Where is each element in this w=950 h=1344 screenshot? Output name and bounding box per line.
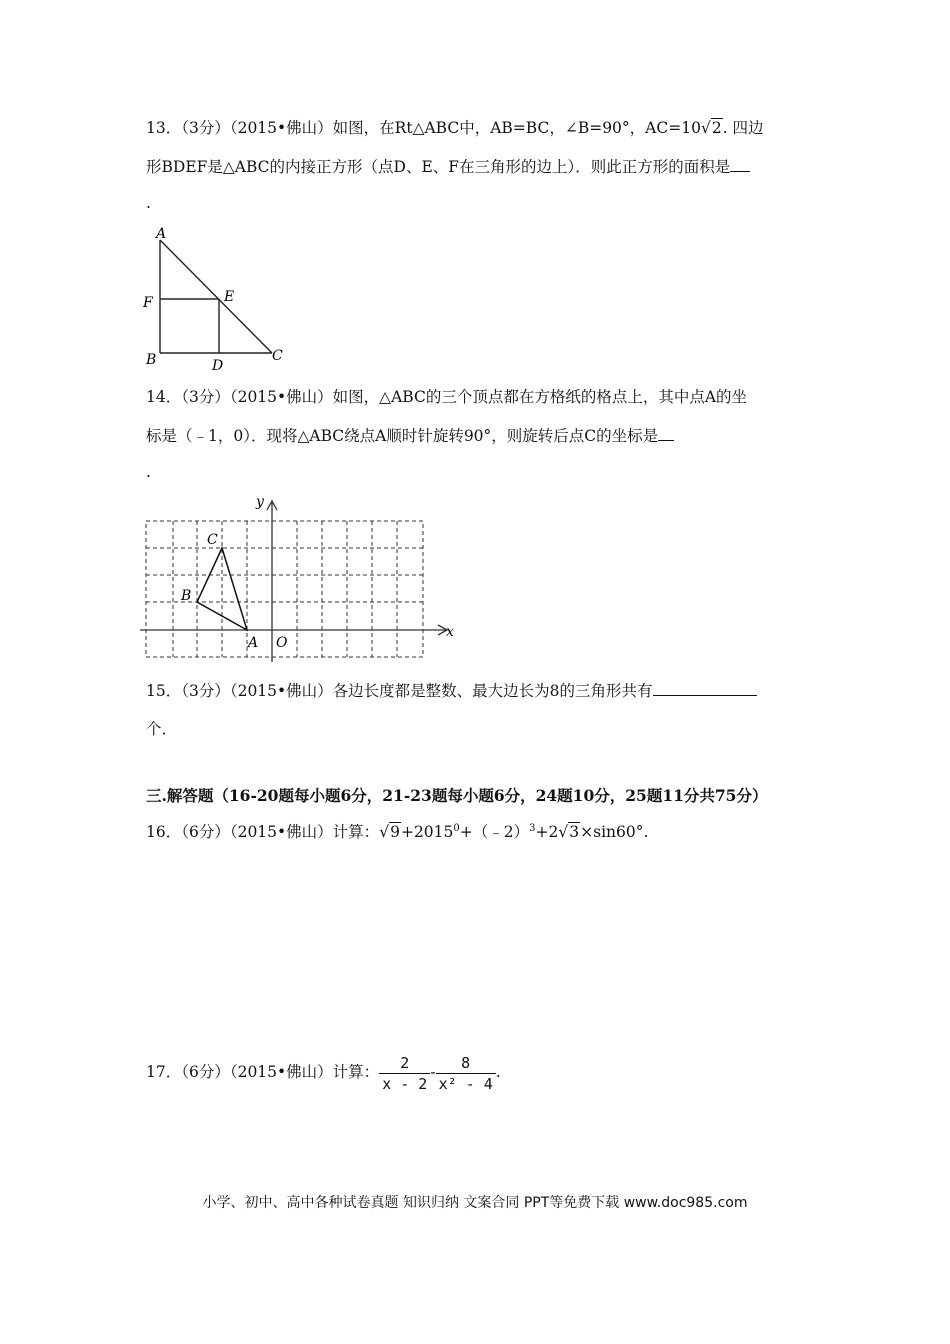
label-x: x xyxy=(446,624,454,640)
q17-line xyxy=(146,1050,501,1094)
q15-answer-blank[interactable] xyxy=(653,681,757,696)
q16-exp-3: 3 xyxy=(529,822,536,834)
q15-line2: 个． xyxy=(146,720,178,738)
label-e: E xyxy=(224,289,235,305)
label-c: C xyxy=(207,532,218,548)
q16-part2: +2015 xyxy=(400,823,454,841)
q16-radicand-1: 9 xyxy=(390,823,400,841)
sqrt-symbol: √9 xyxy=(379,823,400,841)
q16-radicand-2: 3 xyxy=(569,823,580,841)
q13-line1 xyxy=(146,118,764,138)
q17-frac1-num: 2 xyxy=(400,1053,410,1072)
label-y: y xyxy=(256,494,264,510)
q13-line1-text: 13．（3分）（2015•佛山）如图，在Rt△ABC中，AB=BC，∠B=90°，AC=10 xyxy=(146,119,701,137)
q17-fraction-1 xyxy=(379,1053,430,1094)
label-d: D xyxy=(212,358,224,372)
q14-answer-blank[interactable] xyxy=(658,426,674,441)
q14-line2 xyxy=(146,426,674,446)
q17-minus: - xyxy=(430,1063,436,1081)
q16-part5: ×sin60°. xyxy=(580,823,649,841)
q13-radicand: 2 xyxy=(711,119,722,137)
label-f: F xyxy=(143,295,153,311)
q16-line xyxy=(146,822,648,842)
page-footer: 小学、初中、高中各种试卷真题 知识归纳 文案合同 PPT等免费下载 www.doc985.com xyxy=(202,1195,748,1211)
q13-line2 xyxy=(146,157,750,177)
triangle-abc xyxy=(197,548,247,630)
q14-grid-figure xyxy=(140,490,460,665)
q16-exp-0: 0 xyxy=(453,822,460,834)
label-b: B xyxy=(181,588,192,604)
section-3-title: 三.解答题（16-20题每小题6分，21-23题每小题6分，24题10分，25题11分共75分） xyxy=(146,786,768,805)
q17-fraction-2 xyxy=(436,1053,496,1094)
side-ac xyxy=(160,240,272,353)
label-o: O xyxy=(276,635,288,651)
label-b: B xyxy=(146,352,157,368)
q16-prefix: 16．（6分）（2015•佛山）计算： xyxy=(146,823,380,841)
q16-part4: +2 xyxy=(535,823,559,841)
label-c: C xyxy=(272,348,283,364)
sqrt-symbol: √2 xyxy=(700,119,722,137)
q15-line1-text: 15．（3分）（2015•佛山）各边长度都是整数、最大边长为8的三角形共有 xyxy=(146,682,653,700)
q16-part3: +（﹣2） xyxy=(459,823,530,841)
q17-suffix: . xyxy=(495,1063,501,1081)
q17-frac1-den: x - 2 xyxy=(379,1073,430,1094)
q17-frac2-den: x² - 4 xyxy=(436,1073,496,1094)
sqrt-symbol: √3 xyxy=(558,823,580,841)
q17-prefix: 17．（6分）（2015•佛山）计算： xyxy=(146,1063,380,1081)
q13-figure xyxy=(138,222,298,372)
q14-line1: 14．（3分）（2015•佛山）如图，△ABC的三个顶点都在方格纸的格点上，其中点A的坐 xyxy=(146,388,748,406)
q13-line2-text: 形BDEF是△ABC的内接正方形（点D、E、F在三角形的边上）．则此正方形的面积是 xyxy=(146,158,731,176)
q15-line1 xyxy=(146,681,757,701)
q13-line3: . xyxy=(146,194,151,212)
q13-line1-tail: . 四边 xyxy=(722,119,764,137)
label-a: A xyxy=(156,226,167,242)
q13-answer-blank[interactable] xyxy=(730,157,750,172)
label-a: A xyxy=(248,635,259,651)
q14-line3: . xyxy=(146,463,151,481)
q14-line2-text: 标是（﹣1，0）．现将△ABC绕点A顺时针旋转90°，则旋转后点C的坐标是 xyxy=(146,427,659,445)
q17-frac2-num: 8 xyxy=(461,1053,471,1072)
